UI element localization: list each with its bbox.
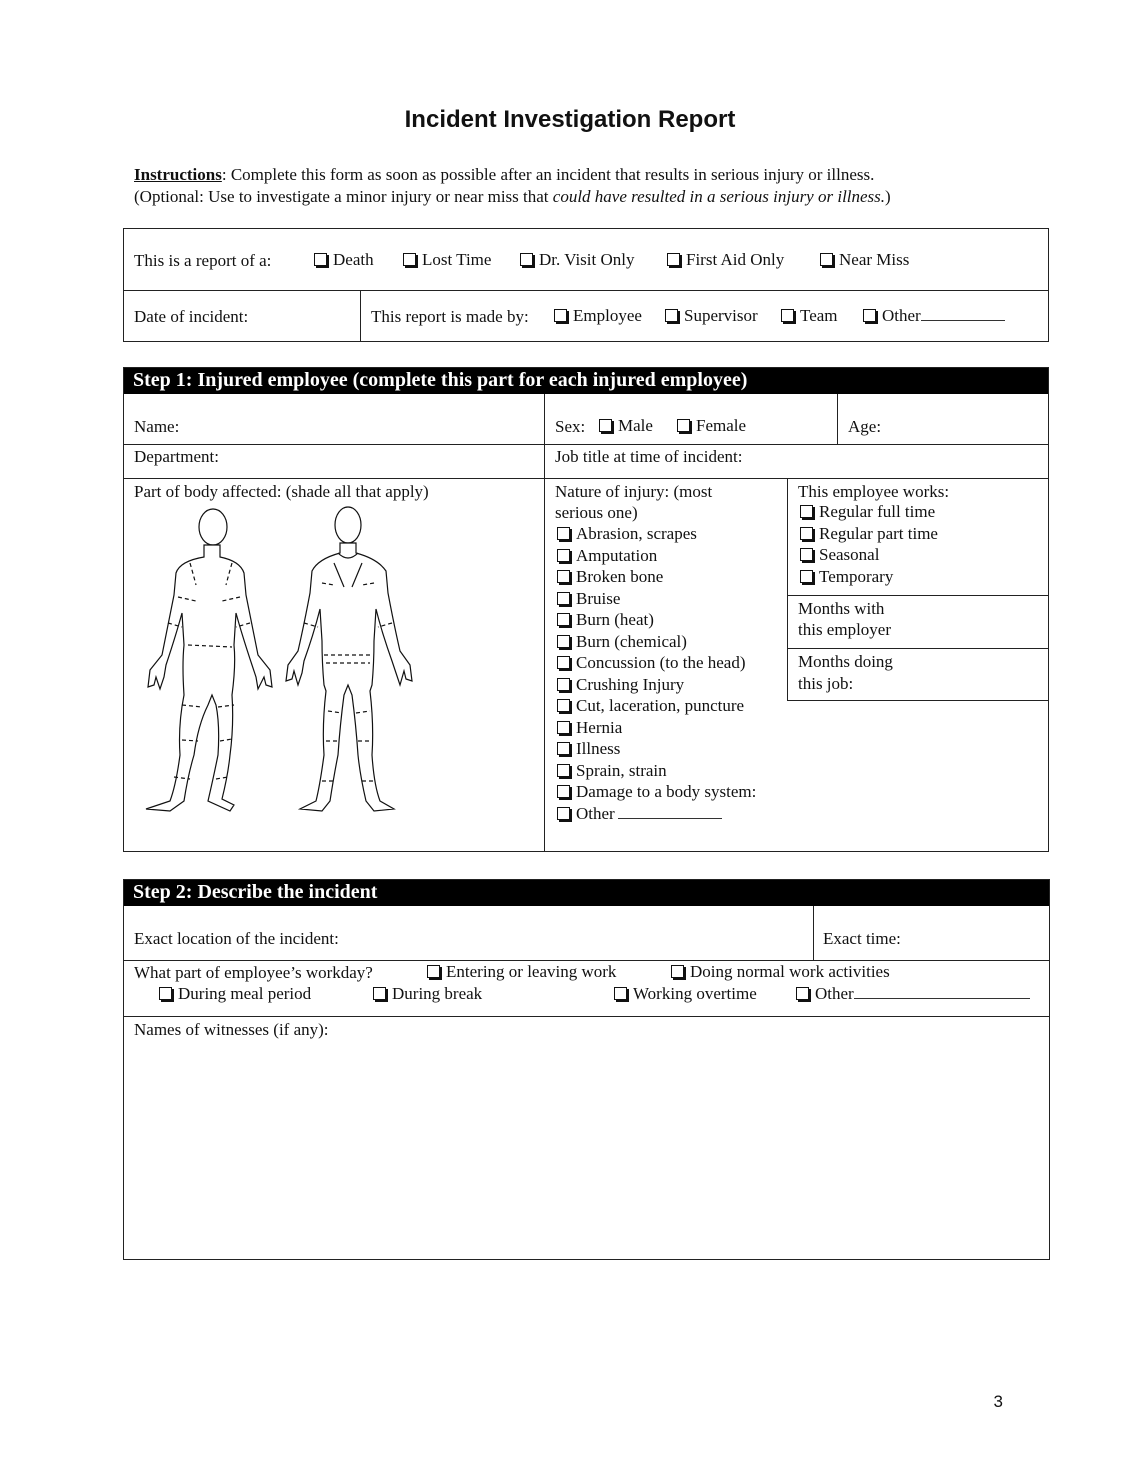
witnesses-field[interactable] xyxy=(130,1042,1042,1252)
months-employer-line2: this employer xyxy=(798,620,892,639)
months-employer-line1: Months with xyxy=(798,599,885,618)
works-option[interactable]: Regular part time xyxy=(800,523,938,545)
body-diagram[interactable] xyxy=(138,505,428,815)
months-job-line1: Months doing xyxy=(798,652,893,671)
months-job-line2: this job: xyxy=(798,674,854,693)
step1-header: Step 1: Injured employee (complete this part for each injured employee) xyxy=(123,367,1049,394)
report-option-first-aid[interactable]: First Aid Only xyxy=(667,250,784,270)
checkbox[interactable] xyxy=(796,987,809,1000)
divider xyxy=(123,960,1050,961)
nature-option[interactable]: Illness xyxy=(557,738,756,760)
nature-option[interactable]: Abrasion, scrapes xyxy=(557,523,756,545)
checkbox[interactable] xyxy=(159,987,172,1000)
divider xyxy=(813,906,814,960)
divider xyxy=(360,290,361,342)
checkbox[interactable] xyxy=(800,570,813,583)
nature-option[interactable]: Broken bone xyxy=(557,566,756,588)
checkbox[interactable] xyxy=(677,419,690,432)
employee-works-label: This employee works: xyxy=(798,482,950,501)
witnesses-label: Names of witnesses (if any): xyxy=(134,1020,329,1039)
other-blank[interactable] xyxy=(921,320,1005,321)
checkbox[interactable] xyxy=(557,678,570,691)
nature-option[interactable]: Amputation xyxy=(557,545,756,567)
checkbox[interactable] xyxy=(800,505,813,518)
checkbox[interactable] xyxy=(557,613,570,626)
nature-option[interactable]: Sprain, strain xyxy=(557,760,756,782)
checkbox[interactable] xyxy=(800,527,813,540)
optional-italic: could have resulted in a serious injury or illness. xyxy=(552,187,886,206)
divider xyxy=(123,478,1049,479)
report-made-by-label: This report is made by: xyxy=(371,307,529,326)
checkbox[interactable] xyxy=(557,549,570,562)
checkbox[interactable] xyxy=(427,965,440,978)
divider xyxy=(787,478,788,700)
checkbox[interactable] xyxy=(820,253,833,266)
divider xyxy=(544,394,545,852)
job-title-label: Job title at time of incident: xyxy=(555,447,743,466)
divider xyxy=(123,290,1049,291)
workday-overtime[interactable]: Working overtime xyxy=(614,984,757,1004)
workday-normal-activities[interactable]: Doing normal work activities xyxy=(671,962,890,982)
checkbox[interactable] xyxy=(557,807,570,820)
divider xyxy=(787,648,1049,649)
works-option[interactable]: Regular full time xyxy=(800,501,938,523)
report-option-lost-time[interactable]: Lost Time xyxy=(403,250,491,270)
checkbox[interactable] xyxy=(520,253,533,266)
nature-option[interactable]: Concussion (to the head) xyxy=(557,652,756,674)
checkbox[interactable] xyxy=(554,309,567,322)
workday-entering-leaving[interactable]: Entering or leaving work xyxy=(427,962,616,982)
nature-option[interactable]: Damage to a body system: xyxy=(557,781,756,803)
step2-header: Step 2: Describe the incident xyxy=(123,879,1049,906)
workday-label: What part of employee’s workday? xyxy=(134,963,373,982)
employee-works-list xyxy=(800,501,938,587)
divider xyxy=(837,394,838,444)
report-type-label: This is a report of a: xyxy=(134,251,272,270)
checkbox[interactable] xyxy=(557,742,570,755)
nature-option[interactable]: Burn (heat) xyxy=(557,609,756,631)
checkbox[interactable] xyxy=(863,309,876,322)
checkbox[interactable] xyxy=(614,987,627,1000)
name-label: Name: xyxy=(134,417,180,436)
sex-male[interactable]: Male xyxy=(599,416,653,436)
instructions xyxy=(134,164,1034,208)
made-by-employee[interactable]: Employee xyxy=(554,306,642,326)
body-part-label: Part of body affected: (shade all that apply) xyxy=(134,482,429,501)
nature-option[interactable]: Crushing Injury xyxy=(557,674,756,696)
front-body-figure xyxy=(146,509,272,811)
back-body-figure xyxy=(286,507,412,811)
checkbox[interactable] xyxy=(403,253,416,266)
report-option-near-miss[interactable]: Near Miss xyxy=(820,250,909,270)
nature-option[interactable]: Bruise xyxy=(557,588,756,610)
sex-label: Sex: xyxy=(555,417,586,436)
checkbox[interactable] xyxy=(314,253,327,266)
instructions-text: : Complete this form as soon as possible after an incident that results in serious injury or illness. xyxy=(221,165,875,184)
location-label: Exact location of the incident: xyxy=(134,929,339,948)
divider xyxy=(787,595,1049,596)
works-option[interactable]: Seasonal xyxy=(800,544,938,566)
exact-time-label: Exact time: xyxy=(823,929,901,948)
checkbox[interactable] xyxy=(557,570,570,583)
age-label: Age: xyxy=(848,417,882,436)
instructions-label: Instructions xyxy=(134,165,222,184)
workday-break[interactable]: During break xyxy=(373,984,482,1004)
nature-option[interactable]: Hernia xyxy=(557,717,756,739)
workday-meal-period[interactable]: During meal period xyxy=(159,984,311,1004)
other-blank[interactable] xyxy=(618,818,722,819)
other-blank[interactable] xyxy=(854,998,1030,999)
page-number: 3 xyxy=(993,1392,1003,1411)
checkbox[interactable] xyxy=(557,699,570,712)
divider xyxy=(787,700,1049,701)
checkbox[interactable] xyxy=(557,592,570,605)
nature-option[interactable]: Burn (chemical) xyxy=(557,631,756,653)
report-option-dr-visit[interactable]: Dr. Visit Only xyxy=(520,250,634,270)
made-by-team[interactable]: Team xyxy=(781,306,838,326)
sex-female[interactable]: Female xyxy=(677,416,746,436)
nature-label-line1: Nature of injury: (most xyxy=(555,482,713,501)
divider xyxy=(123,444,1049,445)
workday-other[interactable]: Other xyxy=(796,984,1030,1004)
divider xyxy=(123,1016,1050,1017)
nature-of-injury-list xyxy=(557,523,756,824)
checkbox[interactable] xyxy=(665,309,678,322)
works-option[interactable]: Temporary xyxy=(800,566,938,588)
checkbox[interactable] xyxy=(557,785,570,798)
checkbox[interactable] xyxy=(557,656,570,669)
optional-suffix: ) xyxy=(885,187,891,206)
report-option-death[interactable]: Death xyxy=(314,250,374,270)
nature-option[interactable]: Cut, laceration, puncture xyxy=(557,695,756,717)
checkbox[interactable] xyxy=(373,987,386,1000)
checkbox[interactable] xyxy=(781,309,794,322)
department-label: Department: xyxy=(134,447,219,466)
page-title: Incident Investigation Report xyxy=(404,106,736,133)
checkbox[interactable] xyxy=(557,764,570,777)
nature-label-line2: serious one) xyxy=(555,503,638,522)
checkbox[interactable] xyxy=(557,527,570,540)
checkbox[interactable] xyxy=(667,253,680,266)
nature-option-other[interactable]: Other xyxy=(557,803,756,825)
date-of-incident-label: Date of incident: xyxy=(134,307,249,326)
made-by-supervisor[interactable]: Supervisor xyxy=(665,306,758,326)
checkbox[interactable] xyxy=(671,965,684,978)
checkbox[interactable] xyxy=(557,635,570,648)
checkbox[interactable] xyxy=(599,419,612,432)
optional-prefix: (Optional: Use to investigate a minor injury or near miss that xyxy=(134,187,553,206)
checkbox[interactable] xyxy=(557,721,570,734)
checkbox[interactable] xyxy=(800,548,813,561)
made-by-other[interactable]: Other xyxy=(863,306,1005,326)
